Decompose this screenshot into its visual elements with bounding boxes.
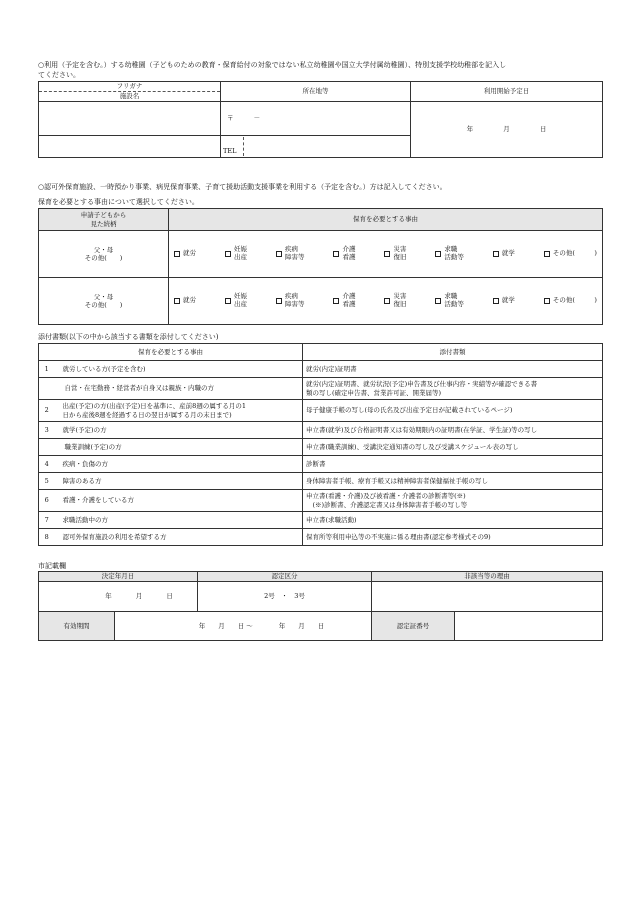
reason-checkboxes-1 xyxy=(169,231,603,278)
attachment-number: 3 xyxy=(39,422,55,439)
attachment-row xyxy=(39,473,603,490)
category-value[interactable]: 2号 ・ 3号 xyxy=(198,582,372,612)
attachment-doc: 就労(内定)証明書 xyxy=(303,361,603,378)
facility-name-input[interactable] xyxy=(39,136,221,158)
city-record-table xyxy=(38,571,603,641)
section2-intro: ○認可外保育施設、一時預かり事業、病児保育事業、子育て援助活動支援事業を利用する（予定を含む。）方は記入してください。 xyxy=(38,183,447,191)
attachment-doc: 診断書 xyxy=(303,456,603,473)
reason-option[interactable] xyxy=(174,297,196,305)
attachment-number xyxy=(39,439,55,456)
checkbox-icon[interactable] xyxy=(276,298,282,304)
validity-value[interactable]: 年 月 日 〜 年 月 日 xyxy=(115,612,372,641)
reason-option-label: 災害 復旧 xyxy=(393,292,407,308)
reason-option-label: 疾病 障害等 xyxy=(284,292,305,308)
section1-intro-line1: ○利用（予定を含む。）する幼稚園（子どものための教育・保育給付の対象ではない私立幼稚園や国立大学付属幼稚園）、特別支援学校幼稚部を記入し xyxy=(38,61,507,69)
attach-reason-header: 保育を必要とする事由 xyxy=(39,344,303,361)
checkbox-icon[interactable] xyxy=(435,251,441,257)
reason-option[interactable] xyxy=(384,293,406,309)
city-section-title: 市記載欄 xyxy=(38,562,66,570)
section1-intro-line2: てください。 xyxy=(38,71,80,79)
tel-label: TEL xyxy=(223,137,244,155)
attachment-number: 7 xyxy=(39,512,55,529)
attachment-reason: 職業訓練(予定)の方 xyxy=(55,439,303,456)
attachment-number: 1 xyxy=(39,361,55,378)
reason-option-label: 求職 活動等 xyxy=(444,245,464,261)
attachment-row xyxy=(39,378,603,400)
relation-cell-1[interactable]: 父・母 その他( ) xyxy=(39,231,169,278)
checkbox-icon[interactable] xyxy=(435,298,441,304)
attachment-row xyxy=(39,400,603,422)
reason-option[interactable] xyxy=(225,246,247,262)
decision-date-value[interactable]: 年 月 日 xyxy=(39,582,198,612)
checkbox-icon[interactable] xyxy=(174,298,180,304)
reason-option-label: 災害 復旧 xyxy=(393,245,407,261)
cert-number-value[interactable] xyxy=(455,612,603,641)
reason-option-label: 就労 xyxy=(183,296,196,305)
reason-select-table xyxy=(38,208,603,325)
reason-option-label: 妊娠 出産 xyxy=(233,292,247,308)
postal-dash: － xyxy=(253,114,261,123)
reason-option[interactable] xyxy=(225,293,247,309)
reason-option[interactable] xyxy=(384,246,406,262)
reason-checkboxes-2 xyxy=(169,278,603,325)
reason-option[interactable] xyxy=(493,250,515,258)
reason-option-label: 就労 xyxy=(183,249,196,258)
attachment-doc: 申立書(看護・介護)及び被看護・介護者の診断書等(※) (※)診断書、介護認定書又は身体障害者手帳の写し等 xyxy=(303,490,603,512)
attachment-number xyxy=(39,378,55,400)
section3-intro: 添付書類(以下の中から該当する書類を添付してください) xyxy=(38,333,219,341)
attachment-row xyxy=(39,361,603,378)
attachment-reason: 求職活動中の方 xyxy=(55,512,303,529)
reason-option-label: その他( ) xyxy=(552,249,597,258)
reason-option-label: 就学 xyxy=(501,249,515,258)
validity-label: 有効期間 xyxy=(39,612,115,641)
checkbox-icon[interactable] xyxy=(225,298,231,304)
checkbox-icon[interactable] xyxy=(493,298,499,304)
attachment-row xyxy=(39,490,603,512)
attachment-row xyxy=(39,439,603,456)
reason-option-label: 介護 看護 xyxy=(342,245,356,261)
attachment-reason: 就学(予定)の方 xyxy=(55,422,303,439)
category-header: 認定区分 xyxy=(198,572,372,582)
checkbox-icon[interactable] xyxy=(544,251,550,257)
non-applicable-value[interactable] xyxy=(372,582,603,612)
checkbox-icon[interactable] xyxy=(493,251,499,257)
start-date-header: 利用開始予定日 xyxy=(411,82,603,102)
attachment-reason: 看護・介護をしている方 xyxy=(55,490,303,512)
relation-header: 申請子どもから 見た続柄 xyxy=(39,209,169,231)
facility-name-header: 施設名 xyxy=(39,92,221,102)
reason-option[interactable] xyxy=(333,293,355,309)
checkbox-icon[interactable] xyxy=(544,298,550,304)
attachment-table xyxy=(38,343,603,546)
start-date-input[interactable]: 年 月 日 xyxy=(411,102,603,158)
attachment-doc: 申立書(求職活動) xyxy=(303,512,603,529)
attachment-reason: 自営・在宅勤務・経営者が自身又は親族・内職の方 xyxy=(55,378,303,400)
attachment-doc: 申立書(就学)及び合格証明書又は有効期限内の証明書(在学証、学生証)等の写し xyxy=(303,422,603,439)
checkbox-icon[interactable] xyxy=(174,251,180,257)
reason-option-label: 介護 看護 xyxy=(342,292,356,308)
cert-number-label: 認定証番号 xyxy=(372,612,455,641)
reason-option-label: 疾病 障害等 xyxy=(284,245,305,261)
checkbox-icon[interactable] xyxy=(333,251,339,257)
postal-input[interactable] xyxy=(221,102,411,136)
reason-option[interactable] xyxy=(493,297,515,305)
checkbox-icon[interactable] xyxy=(333,298,339,304)
reason-option[interactable] xyxy=(544,250,597,258)
attachment-reason: 認可外保育施設の利用を希望する方 xyxy=(55,529,303,546)
attachment-reason: 就労している方(予定を含む) xyxy=(55,361,303,378)
reason-option[interactable] xyxy=(435,293,464,309)
reason-option[interactable] xyxy=(333,246,355,262)
attachment-row xyxy=(39,529,603,546)
attachment-row xyxy=(39,512,603,529)
tel-input[interactable] xyxy=(221,136,411,158)
attachment-number: 8 xyxy=(39,529,55,546)
attach-docs-header: 添付書類 xyxy=(303,344,603,361)
attachment-doc: 身体障害者手帳、療育手帳又は精神障害者保健福祉手帳の写し xyxy=(303,473,603,490)
attachment-reason: 疾病・負傷の方 xyxy=(55,456,303,473)
section2-sub-intro: 保育を必要とする事由について選択してください。 xyxy=(38,198,199,206)
reason-option-label: その他( ) xyxy=(552,296,597,305)
kindergarten-table xyxy=(38,81,603,158)
non-applicable-header: 非該当等の理由 xyxy=(372,572,603,582)
reason-option-label: 就学 xyxy=(501,296,515,305)
reason-option[interactable] xyxy=(276,246,305,262)
checkbox-icon[interactable] xyxy=(384,298,390,304)
attachment-reason: 出産(予定)の方(出産(予定)日を基準に、産前8週の属する月の1 日から産後8週を経過する日の翌日が属する月の末日まで) xyxy=(55,400,303,422)
reason-option-label: 求職 活動等 xyxy=(444,292,464,308)
reason-header: 保育を必要とする事由 xyxy=(169,209,603,231)
reason-option[interactable] xyxy=(544,297,597,305)
address-header: 所在地等 xyxy=(221,82,411,102)
attachment-reason: 障害のある方 xyxy=(55,473,303,490)
attachment-row xyxy=(39,422,603,439)
checkbox-icon[interactable] xyxy=(276,251,282,257)
furigana-header: フリガナ xyxy=(39,82,221,92)
attachment-doc: 母子健康手帳の写し(母の氏名及び出産予定日が記載されているページ) xyxy=(303,400,603,422)
attachment-number: 5 xyxy=(39,473,55,490)
checkbox-icon[interactable] xyxy=(384,251,390,257)
attachment-doc: 保育所等利用申込等の不実施に係る理由書(認定参考様式その9) xyxy=(303,529,603,546)
decision-date-header: 決定年月日 xyxy=(39,572,198,582)
attachment-number: 6 xyxy=(39,490,55,512)
attachment-number: 4 xyxy=(39,456,55,473)
attachment-doc: 申立書(職業訓練)、受講決定通知書の写し及び受講スケジュール表の写し xyxy=(303,439,603,456)
relation-cell-2[interactable]: 父・母 その他( ) xyxy=(39,278,169,325)
reason-option[interactable] xyxy=(174,250,196,258)
reason-option[interactable] xyxy=(435,246,464,262)
checkbox-icon[interactable] xyxy=(225,251,231,257)
reason-option-label: 妊娠 出産 xyxy=(233,245,247,261)
attachment-row xyxy=(39,456,603,473)
attachment-doc: 就労(内定)証明書、就労状況(予定)申告書及び仕事内容・実績等が確認できる書 類の写し(確定申告書、営業許可証、開業届等) xyxy=(303,378,603,400)
postal-mark: 〒 xyxy=(227,114,234,123)
reason-option[interactable] xyxy=(276,293,305,309)
furigana-input[interactable] xyxy=(39,102,221,136)
attachment-number: 2 xyxy=(39,400,55,422)
